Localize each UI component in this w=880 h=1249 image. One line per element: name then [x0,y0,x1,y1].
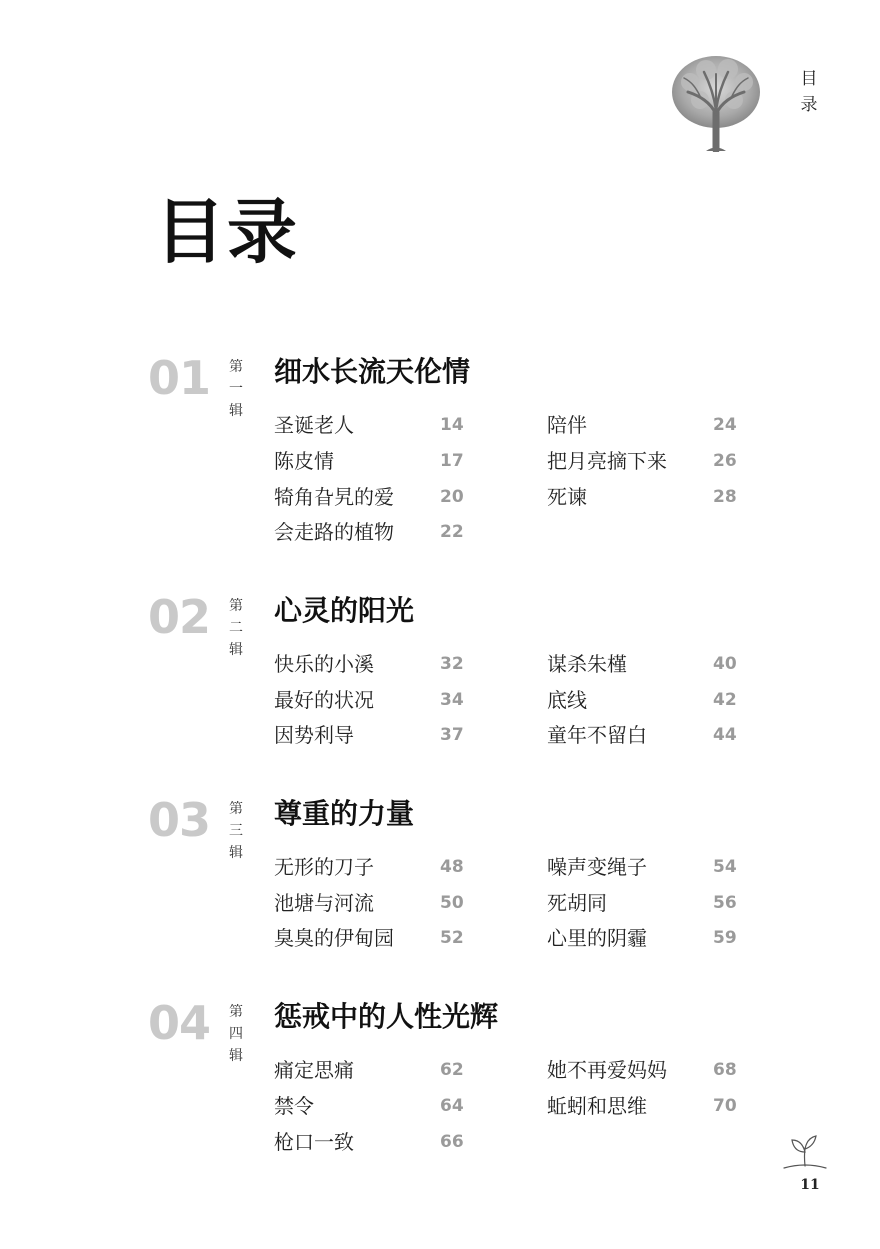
section-label-char: 辑 [229,642,243,658]
entry-title: 禁令 [274,1094,314,1118]
section-title: 心灵的阳光 [274,594,415,627]
entry-title: 谋杀朱槿 [547,652,627,676]
section-label-char: 一 [229,381,243,397]
entry-page: 54 [713,857,737,877]
entry-page: 22 [440,522,464,542]
section-label-char: 辑 [229,1048,243,1064]
entry-page: 64 [440,1096,464,1116]
entry-page: 24 [713,415,737,435]
entry-title: 把月亮摘下来 [547,449,667,473]
entry-title: 蚯蚓和思维 [547,1094,647,1118]
section-label [226,356,246,422]
entry-page: 40 [713,654,737,674]
entry-title: 童年不留白 [547,723,647,747]
section-number: 01 [148,351,211,405]
entry-title: 快乐的小溪 [274,652,374,676]
section-label-char: 第 [229,598,243,614]
section-label-char: 三 [229,823,243,839]
section-label-char: 四 [229,1026,243,1042]
entry-page: 66 [440,1132,464,1152]
entry-title: 圣诞老人 [274,413,354,437]
entry-page: 26 [713,451,737,471]
entry-page: 37 [440,725,464,745]
entry-page: 52 [440,928,464,948]
section-label-char: 二 [229,620,243,636]
section-number: 03 [148,793,211,847]
section-label-char: 第 [229,801,243,817]
section-title: 尊重的力量 [274,797,415,830]
entry-title: 陪伴 [547,413,587,437]
entry-page: 20 [440,487,464,507]
section-label [226,595,246,661]
entry-title: 噪声变绳子 [547,855,647,879]
corner-label-char: 录 [800,95,818,115]
entry-title: 她不再爱妈妈 [547,1058,667,1082]
entry-page: 28 [713,487,737,507]
entry-title: 心里的阴霾 [547,926,647,950]
section-label-char: 辑 [229,403,243,419]
entry-page: 34 [440,690,464,710]
entry-title: 臭臭的伊甸园 [274,926,394,950]
entry-title: 陈皮情 [274,449,334,473]
entry-title: 无形的刀子 [274,855,374,879]
section-label [226,798,246,864]
entry-page: 48 [440,857,464,877]
entry-page: 56 [713,893,737,913]
entry-page: 14 [440,415,464,435]
entry-title: 痛定思痛 [274,1058,354,1082]
page-title: 目录 [155,190,299,273]
entry-title: 死胡同 [547,891,607,915]
entry-title: 枪口一致 [274,1130,354,1154]
entry-page: 59 [713,928,737,948]
section-title: 细水长流天伦情 [274,355,471,388]
entry-title: 犄角旮旯的爱 [274,485,394,509]
corner-label [799,66,819,118]
tree-icon [670,52,762,152]
sprout-icon [780,1132,830,1172]
entry-page: 50 [440,893,464,913]
entry-page: 70 [713,1096,737,1116]
entry-page: 17 [440,451,464,471]
entry-page: 44 [713,725,737,745]
entry-title: 底线 [547,688,587,712]
section-number: 02 [148,590,211,644]
entry-page: 62 [440,1060,464,1080]
corner-label-char: 目 [800,69,818,89]
section-label-char: 第 [229,359,243,375]
section-title: 惩戒中的人性光辉 [274,1000,499,1033]
section-label [226,1001,246,1067]
entry-title: 最好的状况 [274,688,374,712]
section-label-char: 辑 [229,845,243,861]
entry-title: 因势利导 [274,723,354,747]
entry-title: 死谏 [547,485,587,509]
section-label-char: 第 [229,1004,243,1020]
entry-title: 池塘与河流 [274,891,374,915]
entry-title: 会走路的植物 [274,520,394,544]
section-number: 04 [148,996,211,1050]
entry-page: 32 [440,654,464,674]
page-number: 11 [800,1177,820,1193]
entry-page: 68 [713,1060,737,1080]
entry-page: 42 [713,690,737,710]
